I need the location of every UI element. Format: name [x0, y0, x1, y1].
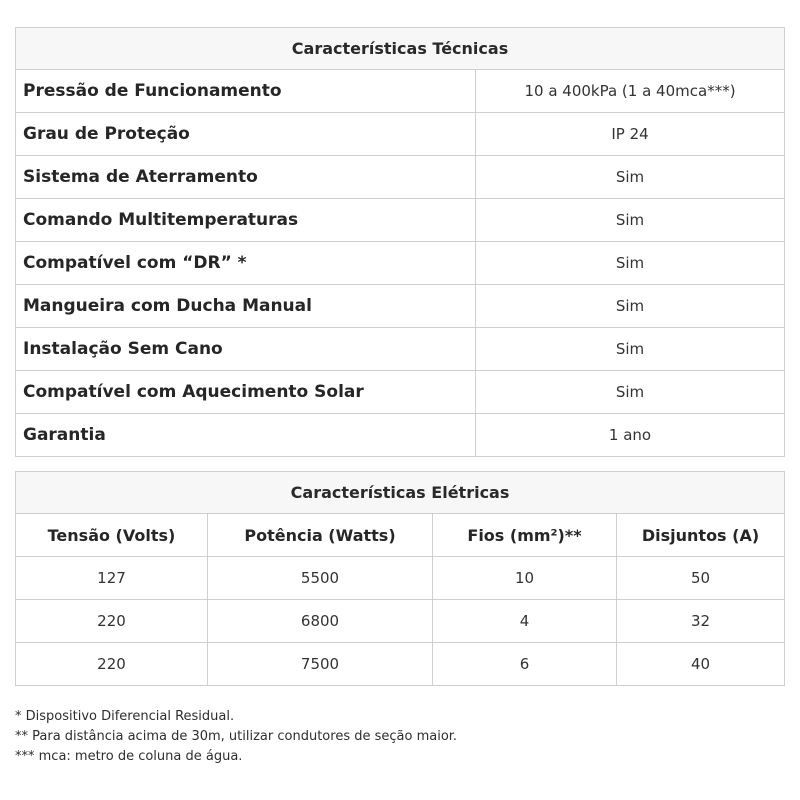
- spec-label: Comando Multitemperaturas: [16, 199, 476, 242]
- table-row: [16, 70, 785, 113]
- spec-value: Sim: [476, 285, 785, 328]
- spec-label: Grau de Proteção: [16, 113, 476, 156]
- table-row: [16, 199, 785, 242]
- electrical-specs-title: Características Elétricas: [16, 472, 785, 514]
- spec-label: Mangueira com Ducha Manual: [16, 285, 476, 328]
- electrical-header-row: [16, 514, 785, 557]
- footnote-conductors: ** Para distância acima de 30m, utilizar condutores de seção maior.: [15, 729, 458, 744]
- column-header-tensao: Tensão (Volts): [16, 514, 208, 557]
- tensao-cell: 220: [16, 643, 208, 686]
- column-header-disjuntos: Disjuntos (A): [617, 514, 785, 557]
- column-header-potencia: Potência (Watts): [208, 514, 433, 557]
- disjuntos-cell: 50: [617, 557, 785, 600]
- technical-specs-title: Características Técnicas: [16, 28, 785, 70]
- table-row: [16, 371, 785, 414]
- tensao-cell: 220: [16, 600, 208, 643]
- spec-value: 10 a 400kPa (1 a 40mca***): [476, 70, 785, 113]
- footnote-mca: *** mca: metro de coluna de água.: [15, 749, 243, 764]
- spec-label: Compatível com “DR” *: [16, 242, 476, 285]
- table-row: [16, 643, 785, 686]
- potencia-cell: 5500: [208, 557, 433, 600]
- electrical-specs-title-row: [16, 472, 785, 514]
- technical-specs-title-row: [16, 28, 785, 70]
- spec-value: Sim: [476, 242, 785, 285]
- footnotes: [15, 707, 785, 767]
- table-row: [16, 242, 785, 285]
- spec-value: 1 ano: [476, 414, 785, 457]
- spec-label: Compatível com Aquecimento Solar: [16, 371, 476, 414]
- table-row: [16, 414, 785, 457]
- disjuntos-cell: 32: [617, 600, 785, 643]
- technical-specs-table: [15, 27, 785, 457]
- table-row: [16, 600, 785, 643]
- column-header-fios: Fios (mm²)**: [433, 514, 617, 557]
- electrical-specs-table: [15, 471, 785, 686]
- spec-label: Pressão de Funcionamento: [16, 70, 476, 113]
- spec-value: IP 24: [476, 113, 785, 156]
- potencia-cell: 6800: [208, 600, 433, 643]
- fios-cell: 4: [433, 600, 617, 643]
- disjuntos-cell: 40: [617, 643, 785, 686]
- fios-cell: 10: [433, 557, 617, 600]
- spec-label: Garantia: [16, 414, 476, 457]
- spec-value: Sim: [476, 156, 785, 199]
- table-row: [16, 328, 785, 371]
- spec-value: Sim: [476, 328, 785, 371]
- footnote-dr: * Dispositivo Diferencial Residual.: [15, 709, 235, 724]
- spec-label: Instalação Sem Cano: [16, 328, 476, 371]
- potencia-cell: 7500: [208, 643, 433, 686]
- tensao-cell: 127: [16, 557, 208, 600]
- spec-value: Sim: [476, 199, 785, 242]
- table-row: [16, 113, 785, 156]
- spec-value: Sim: [476, 371, 785, 414]
- table-row: [16, 557, 785, 600]
- table-row: [16, 285, 785, 328]
- spec-label: Sistema de Aterramento: [16, 156, 476, 199]
- table-row: [16, 156, 785, 199]
- fios-cell: 6: [433, 643, 617, 686]
